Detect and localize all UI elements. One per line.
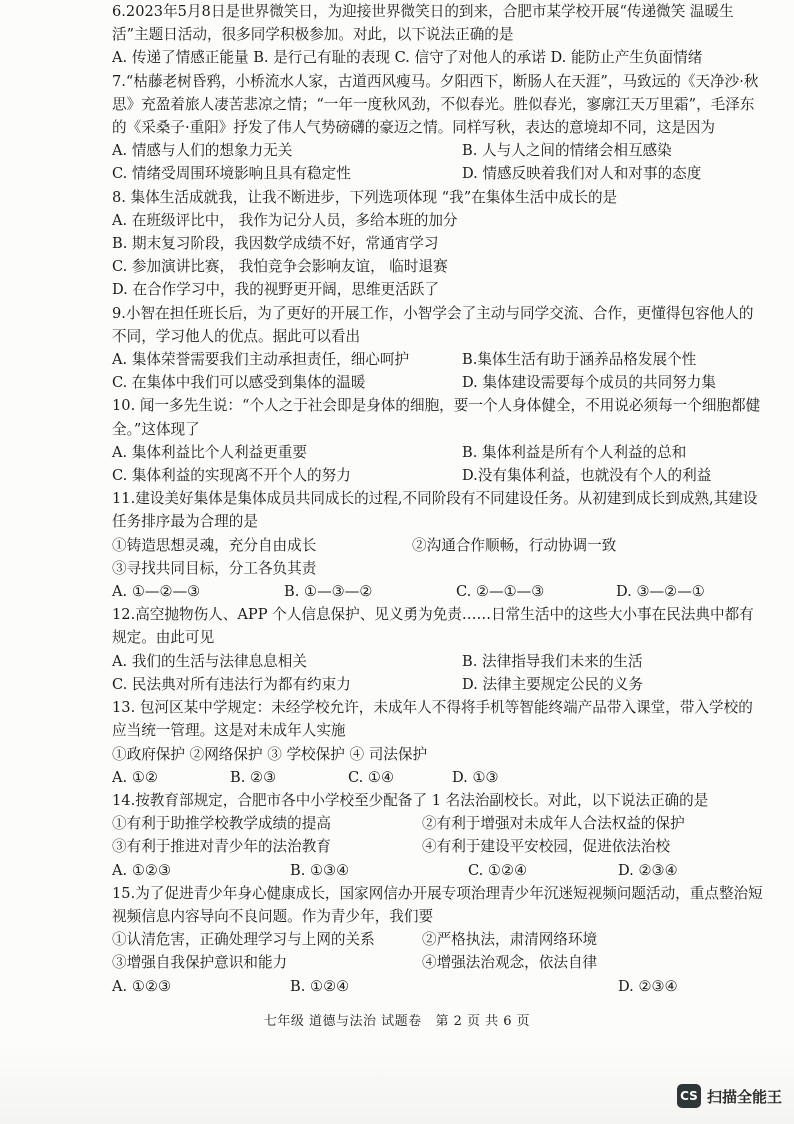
question-11-option-a: A. ①—②—③ [112,583,201,601]
question-14-option-d: D. ②③④ [618,861,678,879]
question-9-option-b: B.集体生活有助于涵养品格发展个性 [462,351,697,369]
exam-page-content [112,0,766,998]
question-15-stem: 15.为了促进青少年身心健康成长，国家网信办开展专项治理青少年沉迷短视频问题活动，重点整治短视频信息内容导向不良问题。作为青少年，我们要 [112,884,763,925]
question-15-option-b: B. ①②④ [290,977,350,995]
question-11-statement-1: ①铸造思想灵魂，充分自由成长 [112,536,317,554]
question-7-option-d: D. 情感反映着我们对人和对事的态度 [462,165,702,183]
camscanner-logo-icon: CS [677,1084,701,1108]
question-12-option-b: B. 法律指导我们未来的生活 [462,652,643,670]
question-13 [112,696,766,789]
question-14-option-a: A. ①②③ [112,861,172,879]
question-14-option-b: B. ①③④ [290,861,350,879]
question-13-option-a: A. ①② [112,768,158,786]
question-12-option-a: A. 我们的生活与法律息息相关 [112,652,307,670]
question-13-option-d: D. ①③ [452,768,499,786]
question-13-items: ①政府保护 ②网络保护 ③ 学校保护 ④ 司法保护 [112,745,428,763]
question-6-stem: 6.2023年5月8日是世界微笑日，为迎接世界微笑日的到来，合肥市某学校开展“传递微笑 温暖生活”主题日活动，很多同学积极参加。对此，以下说法正确的是 [112,3,734,44]
question-8-option-d: D. 在合作学习中，我的视野更开阔，思维更活跃了 [112,281,439,299]
question-14-stem: 14.按教育部规定，合肥市各中小学校至少配备了 1 名法治副校长。对此，以下说法正确的是 [112,791,709,809]
question-9-option-c: C. 在集体中我们可以感受到集体的温暖 [112,374,366,392]
question-14-option-c: C. ①②④ [468,861,528,879]
question-14-statement-2: ②有利于增强对未成年人合法权益的保护 [422,815,685,833]
question-14-statement-4: ④有利于建设平安校园，促进依法治校 [422,838,671,856]
question-11-option-b: B. ①—③—② [284,583,373,601]
question-10-option-b: B. 集体利益是所有个人利益的总和 [462,443,687,461]
question-15-option-d: D. ②③④ [618,977,678,995]
page-bottom-shade [0,1040,794,1124]
question-11-statement-3: ③寻找共同目标，分工各负其责 [112,559,317,577]
question-7-option-c: C. 情绪受周围环境影响且具有稳定性 [112,165,351,183]
question-11-option-c: C. ②—①—③ [456,583,545,601]
question-11-option-d: D. ③—②—① [616,583,705,601]
question-7-option-a: A. 情感与人们的想象力无关 [112,142,293,160]
question-11-stem: 11.建设美好集体是集体成员共同成长的过程,不同阶段有不同建设任务。从初建到成长到成熟,其建设任务排序最为合理的是 [112,490,758,531]
question-8-stem: 8. 集体生活成就我，让我不断进步，下列选项体现 “我”在集体生活中成长的是 [112,188,618,206]
question-15-statement-3: ③增强自我保护意识和能力 [112,954,288,972]
watermark-text: 扫描全能王 [706,1087,782,1106]
question-10-stem: 10. 闻一多先生说：“个人之于社会即是身体的细胞，要一个人身体健全，不用说必须每一个细胞都健全。”这体现了 [112,397,761,438]
question-8-option-c: C. 参加演讲比赛， 我怕竞争会影响友谊， 临时退赛 [112,258,448,276]
question-14 [112,789,766,882]
question-15-statement-1: ①认清危害，正确处理学习与上网的关系 [112,931,375,949]
question-14-statement-1: ①有利于助推学校教学成绩的提高 [112,815,331,833]
question-10-option-d: D.没有集体利益，也就没有个人的利益 [462,467,712,485]
question-9-option-d: D. 集体建设需要每个成员的共同努力集 [462,374,716,392]
question-12-option-c: C. 民法典对所有违法行为都有约束力 [112,675,351,693]
question-13-option-b: B. ②③ [230,768,277,786]
scanner-watermark [677,1084,782,1108]
question-11 [112,487,766,603]
question-15-option-a: A. ①②③ [112,977,172,995]
question-15-statement-4: ④增强法治观念，依法自律 [422,954,598,972]
question-8-option-a: A. 在班级评比中， 我作为记分人员，多给本班的加分 [112,211,458,229]
question-10-option-c: C. 集体利益的实现离不开个人的努力 [112,467,351,485]
question-13-stem: 13. 包河区某中学规定：未经学校允许，未成年人不得将手机等智能终端产品带入课堂，带入学校的应当统一管理。这是对未成年人实施 [112,699,753,740]
question-7-stem: 7.“枯藤老树昏鸦，小桥流水人家，古道西风瘦马。夕阳西下，断肠人在天涯”，马致远的《天净沙·秋思》充盈着旅人凄苦悲凉之情；“一年一度秋风劲，不似春光。胜似春光，寥廓江天万里霜”，毛泽东的《采桑子·重阳》抒发了伟人气势磅礴的豪迈之情。同样写秋，表达的意境却不同，这是因为 [112,72,759,137]
question-7 [112,70,766,186]
question-8 [112,186,766,302]
question-15 [112,882,766,998]
question-6 [112,0,766,70]
question-11-statement-2: ②沟通合作顺畅，行动协调一致 [412,536,617,554]
question-12-option-d: D. 法律主要规定公民的义务 [462,675,643,693]
question-13-option-c: C. ①④ [348,768,395,786]
question-7-option-b: B. 人与人之间的情绪会相互感染 [462,142,672,160]
question-9-stem: 9.小智在担任班长后，为了更好的开展工作，小智学会了主动与同学交流、合作，更懂得包容他人的不同，学习他人的优点。据此可以看出 [112,304,754,345]
question-12 [112,603,766,696]
question-12-stem: 12.高空抛物伤人、APP 个人信息保护、见义勇为免责……日常生活中的这些大小事在民法典中都有规定。由此可见 [112,606,754,647]
question-9 [112,302,766,395]
question-15-statement-2: ②严格执法，肃清网络环境 [422,931,598,949]
page-footer: 七年级 道德与法治 试题卷 第 2 页 共 6 页 [263,1014,531,1029]
question-10 [112,394,766,487]
question-14-statement-3: ③有利于推进对青少年的法治教育 [112,838,331,856]
question-6-options: A. 传递了情感正能量 B. 是行己有耻的表现 C. 信守了对他人的承诺 D. 能防止产生负面情绪 [112,49,703,67]
question-9-option-a: A. 集体荣誉需要我们主动承担责任，细心呵护 [112,351,410,369]
question-8-option-b: B. 期末复习阶段，我因数学成绩不好，常通宵学习 [112,235,439,253]
question-10-option-a: A. 集体利益比个人利益更重要 [112,443,307,461]
